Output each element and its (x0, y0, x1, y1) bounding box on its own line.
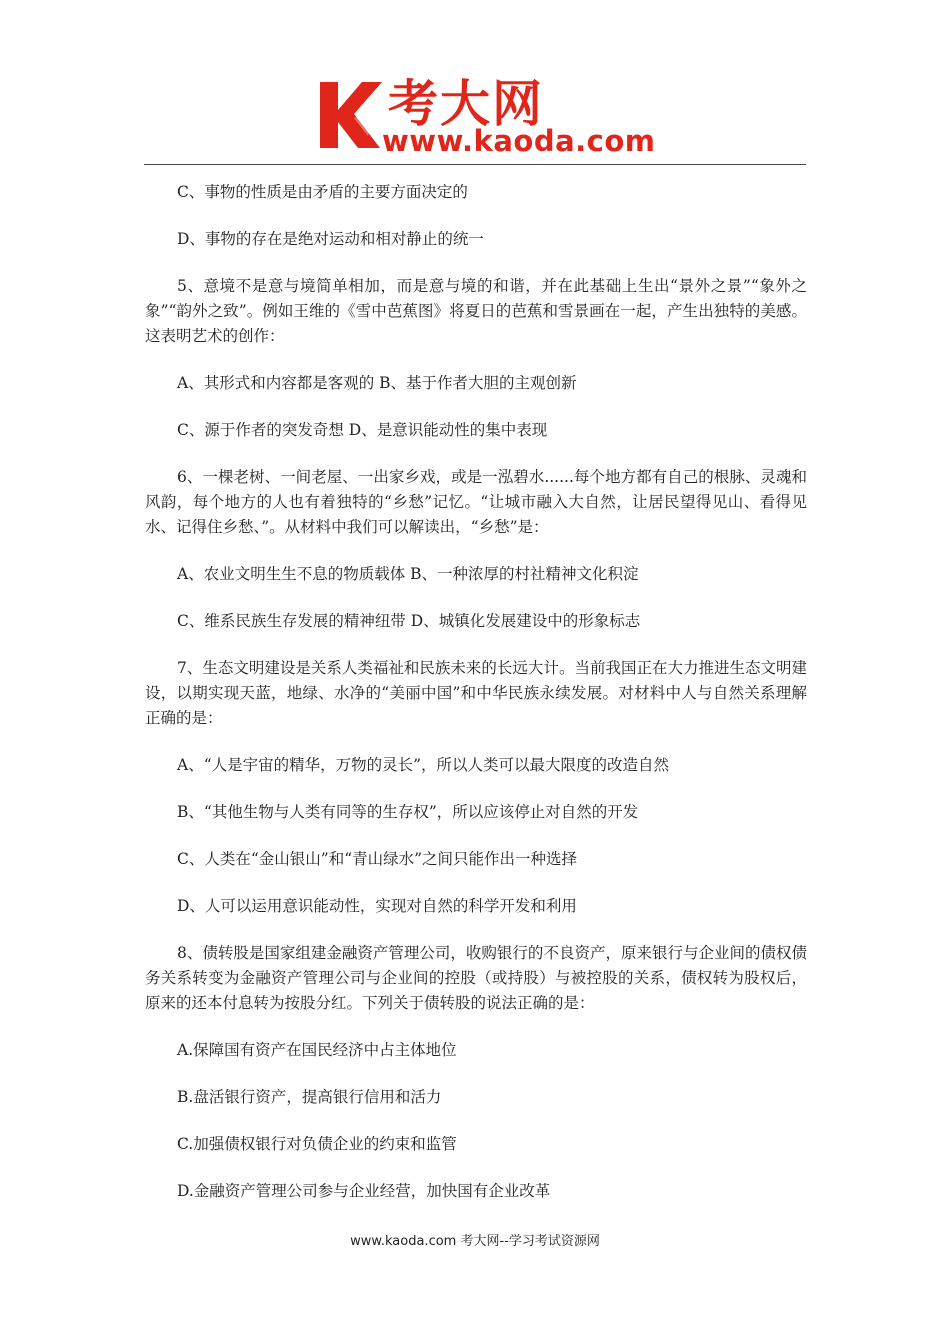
kaoda-logo-k-icon (318, 80, 384, 150)
document-body (145, 180, 807, 1226)
header-divider (144, 164, 806, 165)
logo-url-text: www.kaoda.com (382, 124, 656, 158)
option-paragraph: C、事物的性质是由矛盾的主要方面决定的 (177, 183, 468, 201)
option-paragraph: D.金融资产管理公司参与企业经营，加快国有企业改革 (177, 1182, 551, 1200)
option-paragraph: A、“人是宇宙的精华，万物的灵长”，所以人类可以最大限度的改造自然 (177, 756, 670, 774)
option-paragraph: C.加强债权银行对负债企业的约束和监管 (177, 1135, 457, 1153)
option-paragraph: C、维系民族生存发展的精神纽带 D、城镇化发展建设中的形象标志 (177, 612, 641, 630)
option-paragraph: B、“其他生物与人类有同等的生存权”，所以应该停止对自然的开发 (177, 803, 639, 821)
option-paragraph: B.盘活银行资产，提高银行信用和活力 (177, 1088, 442, 1106)
question-paragraph: 6、一棵老树、一间老屋、一出家乡戏，或是一泓碧水......每个地方都有自己的根脉、灵魂和风韵，每个地方的人也有着独特的“乡愁”记忆。“让城市融入大自然，让居民望得见山、看得见水、记得住乡愁、”。从材料中我们可以解读出，“乡愁”是： (145, 468, 807, 536)
option-paragraph: D、事物的存在是绝对运动和相对静止的统一 (177, 230, 484, 248)
option-paragraph: C、人类在“金山银山”和“青山绿水”之间只能作出一种选择 (177, 850, 578, 868)
option-paragraph: A、农业文明生生不息的物质载体 B、一种浓厚的村社精神文化积淀 (177, 565, 639, 583)
logo-chinese-text: 考大网 (388, 75, 544, 133)
question-paragraph: 7、生态文明建设是关系人类福祉和民族未来的长远大计。当前我国正在大力推进生态文明建设，以期实现天蓝，地绿、水净的“美丽中国”和中华民族永续发展。对材料中人与自然关系理解正确的是： (145, 659, 807, 727)
question-paragraph: 8、债转股是国家组建金融资产管理公司，收购银行的不良资产，原来银行与企业间的债权债务关系转变为金融资产管理公司与企业间的控股（或持股）与被控股的关系，债权转为股权后，原来的还本付息转为按股分红。下列关于债转股的说法正确的是： (145, 944, 807, 1012)
option-paragraph: A、其形式和内容都是客观的 B、基于作者大胆的主观创新 (177, 374, 577, 392)
option-paragraph: D、人可以运用意识能动性，实现对自然的科学开发和利用 (177, 897, 577, 915)
option-paragraph: A.保障国有资产在国民经济中占主体地位 (177, 1041, 457, 1059)
question-paragraph: 5、意境不是意与境简单相加，而是意与境的和谐，并在此基础上生出“景外之景”“象外之象”“韵外之致”。例如王维的《雪中芭蕉图》将夏日的芭蕉和雪景画在一起，产生出独特的美感。这表明艺术的创作： (145, 277, 807, 345)
page-footer: www.kaoda.com 考大网--学习考试资源网 (350, 1234, 600, 1249)
option-paragraph: C、源于作者的突发奇想 D、是意识能动性的集中表现 (177, 421, 548, 439)
page-header (0, 0, 950, 166)
